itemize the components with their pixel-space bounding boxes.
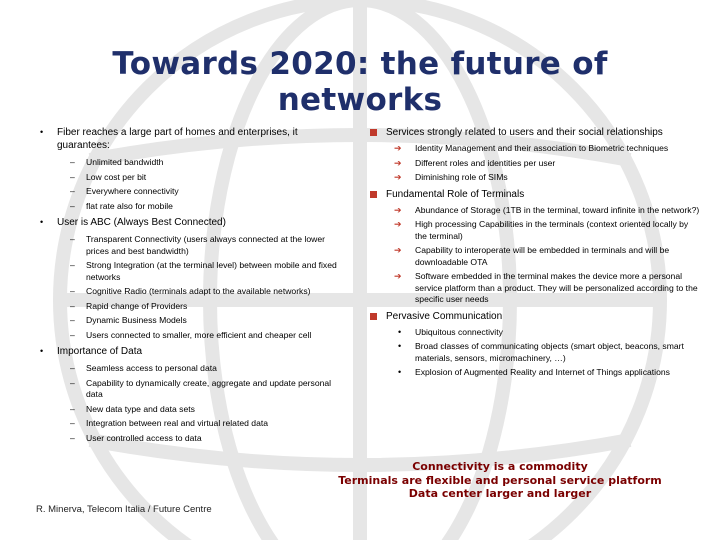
dash-icon: – [70, 377, 75, 388]
section-heading [370, 310, 700, 323]
sub-bullet [38, 433, 350, 445]
sub-bullet [370, 172, 700, 184]
sub-bullet-text: flat rate also for mobile [86, 200, 173, 211]
section-heading [370, 126, 700, 139]
sub-bullet [370, 327, 700, 339]
arrow-bullet-icon: ➔ [394, 219, 402, 229]
dash-icon: – [70, 157, 75, 167]
arrow-bullet-icon: ➔ [394, 172, 402, 182]
bullet-text: User is ABC (Always Best Connected) [57, 217, 226, 228]
left-section [38, 126, 350, 212]
sub-bullet-text: Dynamic Business Models [86, 315, 187, 325]
section-heading [370, 188, 700, 201]
right-section [370, 126, 700, 184]
sub-bullet-text: User controlled access to data [86, 432, 202, 443]
sub-bullet [370, 219, 700, 242]
sub-bullet-text: Different roles and identities per user [415, 157, 556, 168]
bullet-heading [38, 345, 350, 358]
sub-bullet [38, 330, 350, 342]
right-section [370, 310, 700, 379]
dot-bullet-icon: • [398, 367, 402, 377]
sub-bullet-text: Users connected to smaller, more efficient and cheaper cell [86, 329, 312, 340]
left-section [38, 345, 350, 444]
dash-icon: – [70, 403, 75, 414]
sub-bullet-text: Rapid change of Providers [86, 300, 188, 311]
dash-icon: – [70, 186, 75, 196]
sub-bullet [370, 341, 700, 364]
tagline-line: Data center larger and larger [408, 487, 592, 500]
sub-bullet-text: Broad classes of communicating objects (smart object, beacons, smart materials, sensors, micromachinery, …) [415, 341, 684, 363]
dash-icon: – [70, 171, 75, 182]
bullet-heading [38, 216, 350, 229]
sub-bullet [38, 234, 350, 257]
bullet-text: Fiber reaches a large part of homes and enterprises, it guarantees: [57, 127, 298, 151]
sub-bullet [38, 157, 350, 169]
sub-bullet-text: Identity Management and their association to Biometric techniques [415, 143, 669, 153]
sub-bullet-text: Strong Integration (at the terminal level) between mobile and fixed networks [86, 260, 337, 282]
sub-bullet [38, 301, 350, 313]
sub-bullet-text: Low cost per bit [86, 171, 147, 182]
bullet-text: Importance of Data [57, 346, 143, 357]
sub-bullet [38, 201, 350, 213]
sub-bullet-text: Seamless access to personal data [86, 363, 217, 373]
bullet-heading [38, 126, 350, 152]
dash-icon: – [70, 432, 75, 443]
sub-bullet-text: Diminishing role of SIMs [415, 172, 508, 182]
tagline-line: Terminals are flexible and personal service platform [338, 473, 662, 487]
sub-bullet-text: Transparent Connectivity (users always connected at the lower prices and best bandwidth) [86, 234, 325, 256]
sub-bullet-text: Cognitive Radio (terminals adapt to the available networks) [86, 286, 311, 296]
bullet-icon: • [40, 346, 44, 356]
sub-bullet [370, 143, 700, 155]
square-bullet-icon [370, 129, 377, 136]
sub-bullet-text: Integration between real and virtual related data [86, 418, 269, 428]
sub-bullet-text: New data type and data sets [86, 403, 195, 414]
sub-bullet [370, 367, 700, 379]
section-heading-text: Services strongly related to users and their social relationships [386, 127, 663, 138]
sub-bullet [38, 404, 350, 416]
section-heading-text: Pervasive Communication [386, 310, 503, 322]
footer-credit: R. Minerva, Telecom Italia / Future Centre [36, 504, 212, 515]
arrow-bullet-icon: ➔ [394, 204, 402, 215]
dash-icon: – [70, 234, 75, 244]
sub-bullet-text: Everywhere connectivity [86, 186, 179, 196]
dash-icon: – [70, 260, 75, 270]
tagline-line: Connectivity is a commodity [412, 460, 588, 473]
dash-icon: – [70, 300, 75, 311]
dash-icon: – [70, 286, 75, 296]
section-heading-text: Fundamental Role of Terminals [386, 188, 525, 200]
page-title: Towards 2020: the future of networks [112, 46, 608, 118]
sub-bullet [38, 186, 350, 198]
sub-bullet [38, 315, 350, 327]
arrow-bullet-icon: ➔ [394, 271, 402, 281]
arrow-bullet-icon: ➔ [394, 157, 402, 168]
sub-bullet [38, 378, 350, 401]
sub-bullet [370, 205, 700, 217]
bullet-icon: • [40, 127, 44, 137]
bullet-icon: • [40, 217, 44, 227]
tagline [330, 460, 670, 501]
square-bullet-icon [370, 313, 377, 320]
dash-icon: – [70, 418, 75, 428]
dash-icon: – [70, 329, 75, 340]
dash-icon: – [70, 315, 75, 325]
arrow-bullet-icon: ➔ [394, 143, 402, 153]
right-column [370, 126, 700, 383]
left-column [38, 126, 350, 448]
dash-icon: – [70, 363, 75, 373]
sub-bullet [38, 172, 350, 184]
dash-icon: – [70, 200, 75, 211]
right-section [370, 188, 700, 306]
sub-bullet-text: Capability to interoperate will be embedded in terminals and will be downloadable OTA [415, 245, 670, 267]
sub-bullet-text: High processing Capabilities in the terminals (context oriented locally by the terminal) [415, 219, 689, 241]
sub-bullet [370, 271, 700, 306]
arrow-bullet-icon: ➔ [394, 245, 402, 255]
sub-bullet-text: Abundance of Storage (1TB in the terminal, toward infinite in the network?) [415, 204, 700, 215]
sub-bullet [38, 363, 350, 375]
sub-bullet-text: Explosion of Augmented Reality and Internet of Things applications [415, 367, 670, 377]
sub-bullet-text: Ubiquitous connectivity [415, 326, 503, 337]
sub-bullet-text: Unlimited bandwidth [86, 157, 164, 167]
left-section [38, 216, 350, 341]
dot-bullet-icon: • [398, 341, 402, 351]
sub-bullet [370, 245, 700, 268]
sub-bullet [38, 260, 350, 283]
sub-bullet [370, 158, 700, 170]
sub-bullet [38, 418, 350, 430]
square-bullet-icon [370, 191, 377, 198]
sub-bullet-text: Capability to dynamically create, aggregate and update personal data [86, 377, 332, 399]
sub-bullet-text: Software embedded in the terminal makes the device more a personal service platform than a product. They will be personalized according to the specific user needs [415, 271, 698, 304]
dot-bullet-icon: • [398, 326, 402, 337]
sub-bullet [38, 286, 350, 298]
